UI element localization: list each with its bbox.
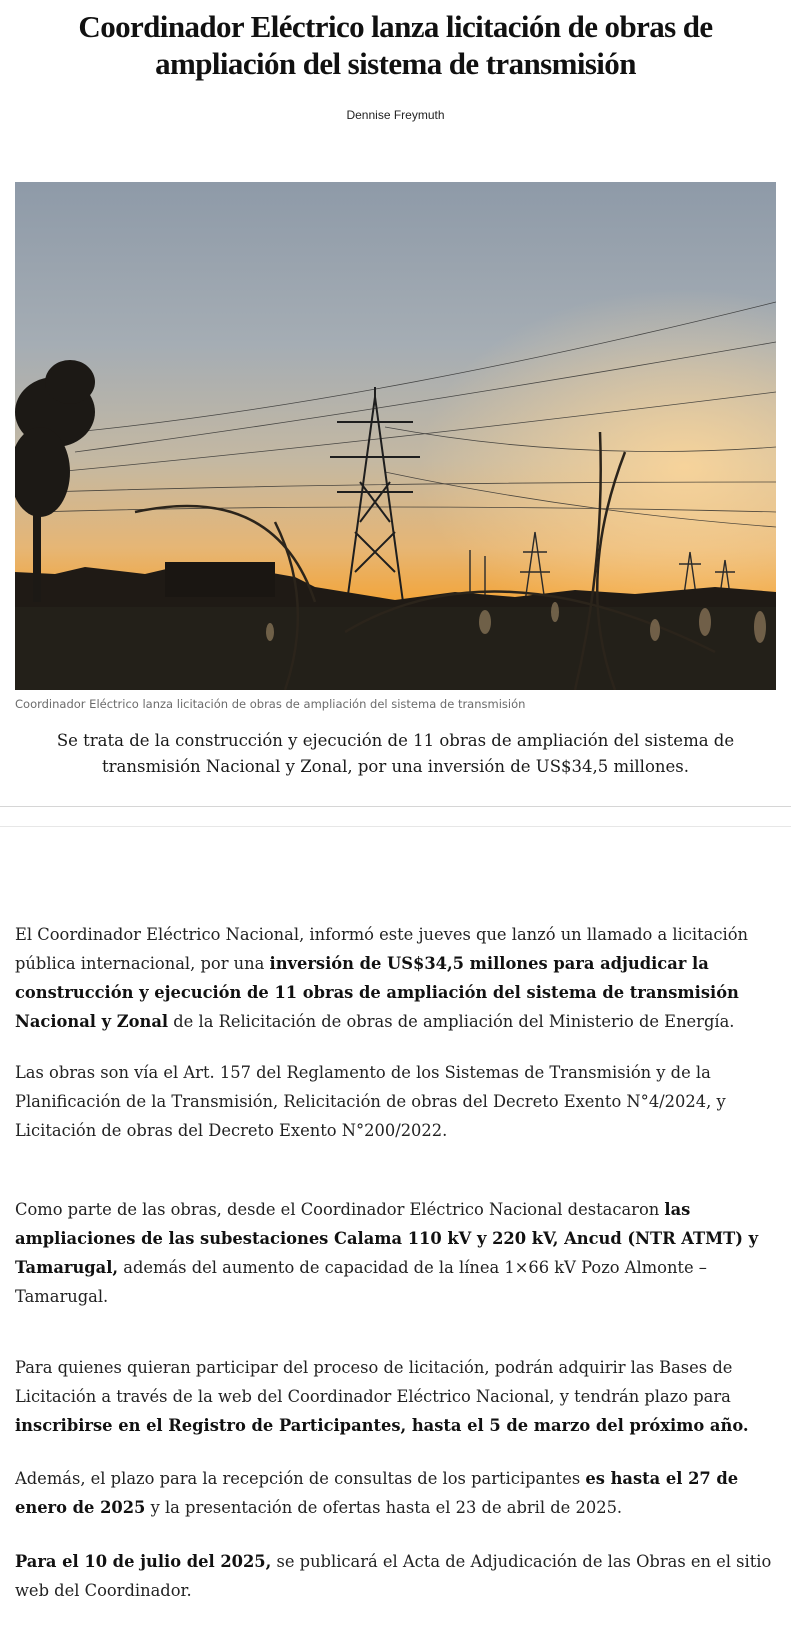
paragraph-bold-text: inversión de US$34,5 millones para adjudicar la construcción y ejecución de 11 obras de ampliación del sistema de transmisión Nacional y Zonal [15,954,739,1031]
paragraph-bold-text: Para el 10 de julio del 2025, [15,1552,272,1571]
image-caption: Coordinador Eléctrico lanza licitación de obras de ampliación del sistema de transmisión [15,697,526,711]
paragraph-text: El Coordinador Eléctrico Nacional, informó este jueves que lanzó un llamado a licitación pública internacional, por una [15,925,748,973]
hero-image [15,182,776,690]
paragraph-bold-text: es hasta el 27 de enero de 2025 [15,1469,739,1517]
paragraph-text: se publicará el Acta de Adjudicación de las Obras en el sitio web del Coordinador. [15,1552,772,1600]
paragraph-text: de la Relicitación de obras de ampliación del Ministerio de Energía. [168,1012,735,1031]
article-author[interactable]: Dennise Freymuth [346,108,445,122]
paragraph [15,1058,775,1145]
paragraph [15,920,775,1036]
paragraph [15,1195,775,1311]
article-summary: Se trata de la construcción y ejecución de 11 obras de ampliación del sistema de transmisión Nacional y Zonal, por una inversión de US$34,5 millones. [56,731,735,776]
paragraph-bold-text: inscribirse en el Registro de Participantes, hasta el 5 de marzo del próximo año. [15,1416,749,1435]
paragraph-text: Para quienes quieran participar del proceso de licitación, podrán adquirir las Bases de Licitación a través de la web del Coordinador Eléctrico Nacional, y tendrán plazo para [15,1358,733,1406]
paragraph-text: Como parte de las obras, desde el Coordinador Eléctrico Nacional destacaron [15,1200,665,1219]
paragraph-text: Las obras son vía el Art. 157 del Reglamento de los Sistemas de Transmisión y de la Planificación de la Transmisión, Relicitación de obras del Decreto Exento N°4/2024, y Licitación de obras del Decreto Exento N°200/2022. [15,1063,726,1140]
paragraph-text: además del aumento de capacidad de la línea 1×66 kV Pozo Almonte – Tamarugal. [15,1258,707,1306]
paragraph-text: y la presentación de ofertas hasta el 23 de abril de 2025. [145,1498,623,1517]
divider [0,806,791,807]
article-title: Coordinador Eléctrico lanza licitación de obras de ampliación del sistema de transmisión [78,9,713,81]
paragraph-bold-text: las ampliaciones de las subestaciones Calama 110 kV y 220 kV, Ancud (NTR ATMT) y Tamarugal, [15,1200,759,1277]
paragraph [15,1547,775,1605]
paragraph [15,1353,775,1440]
paragraph-text: Además, el plazo para la recepción de consultas de los participantes [15,1469,586,1488]
paragraph [15,1464,775,1522]
divider [0,826,791,827]
